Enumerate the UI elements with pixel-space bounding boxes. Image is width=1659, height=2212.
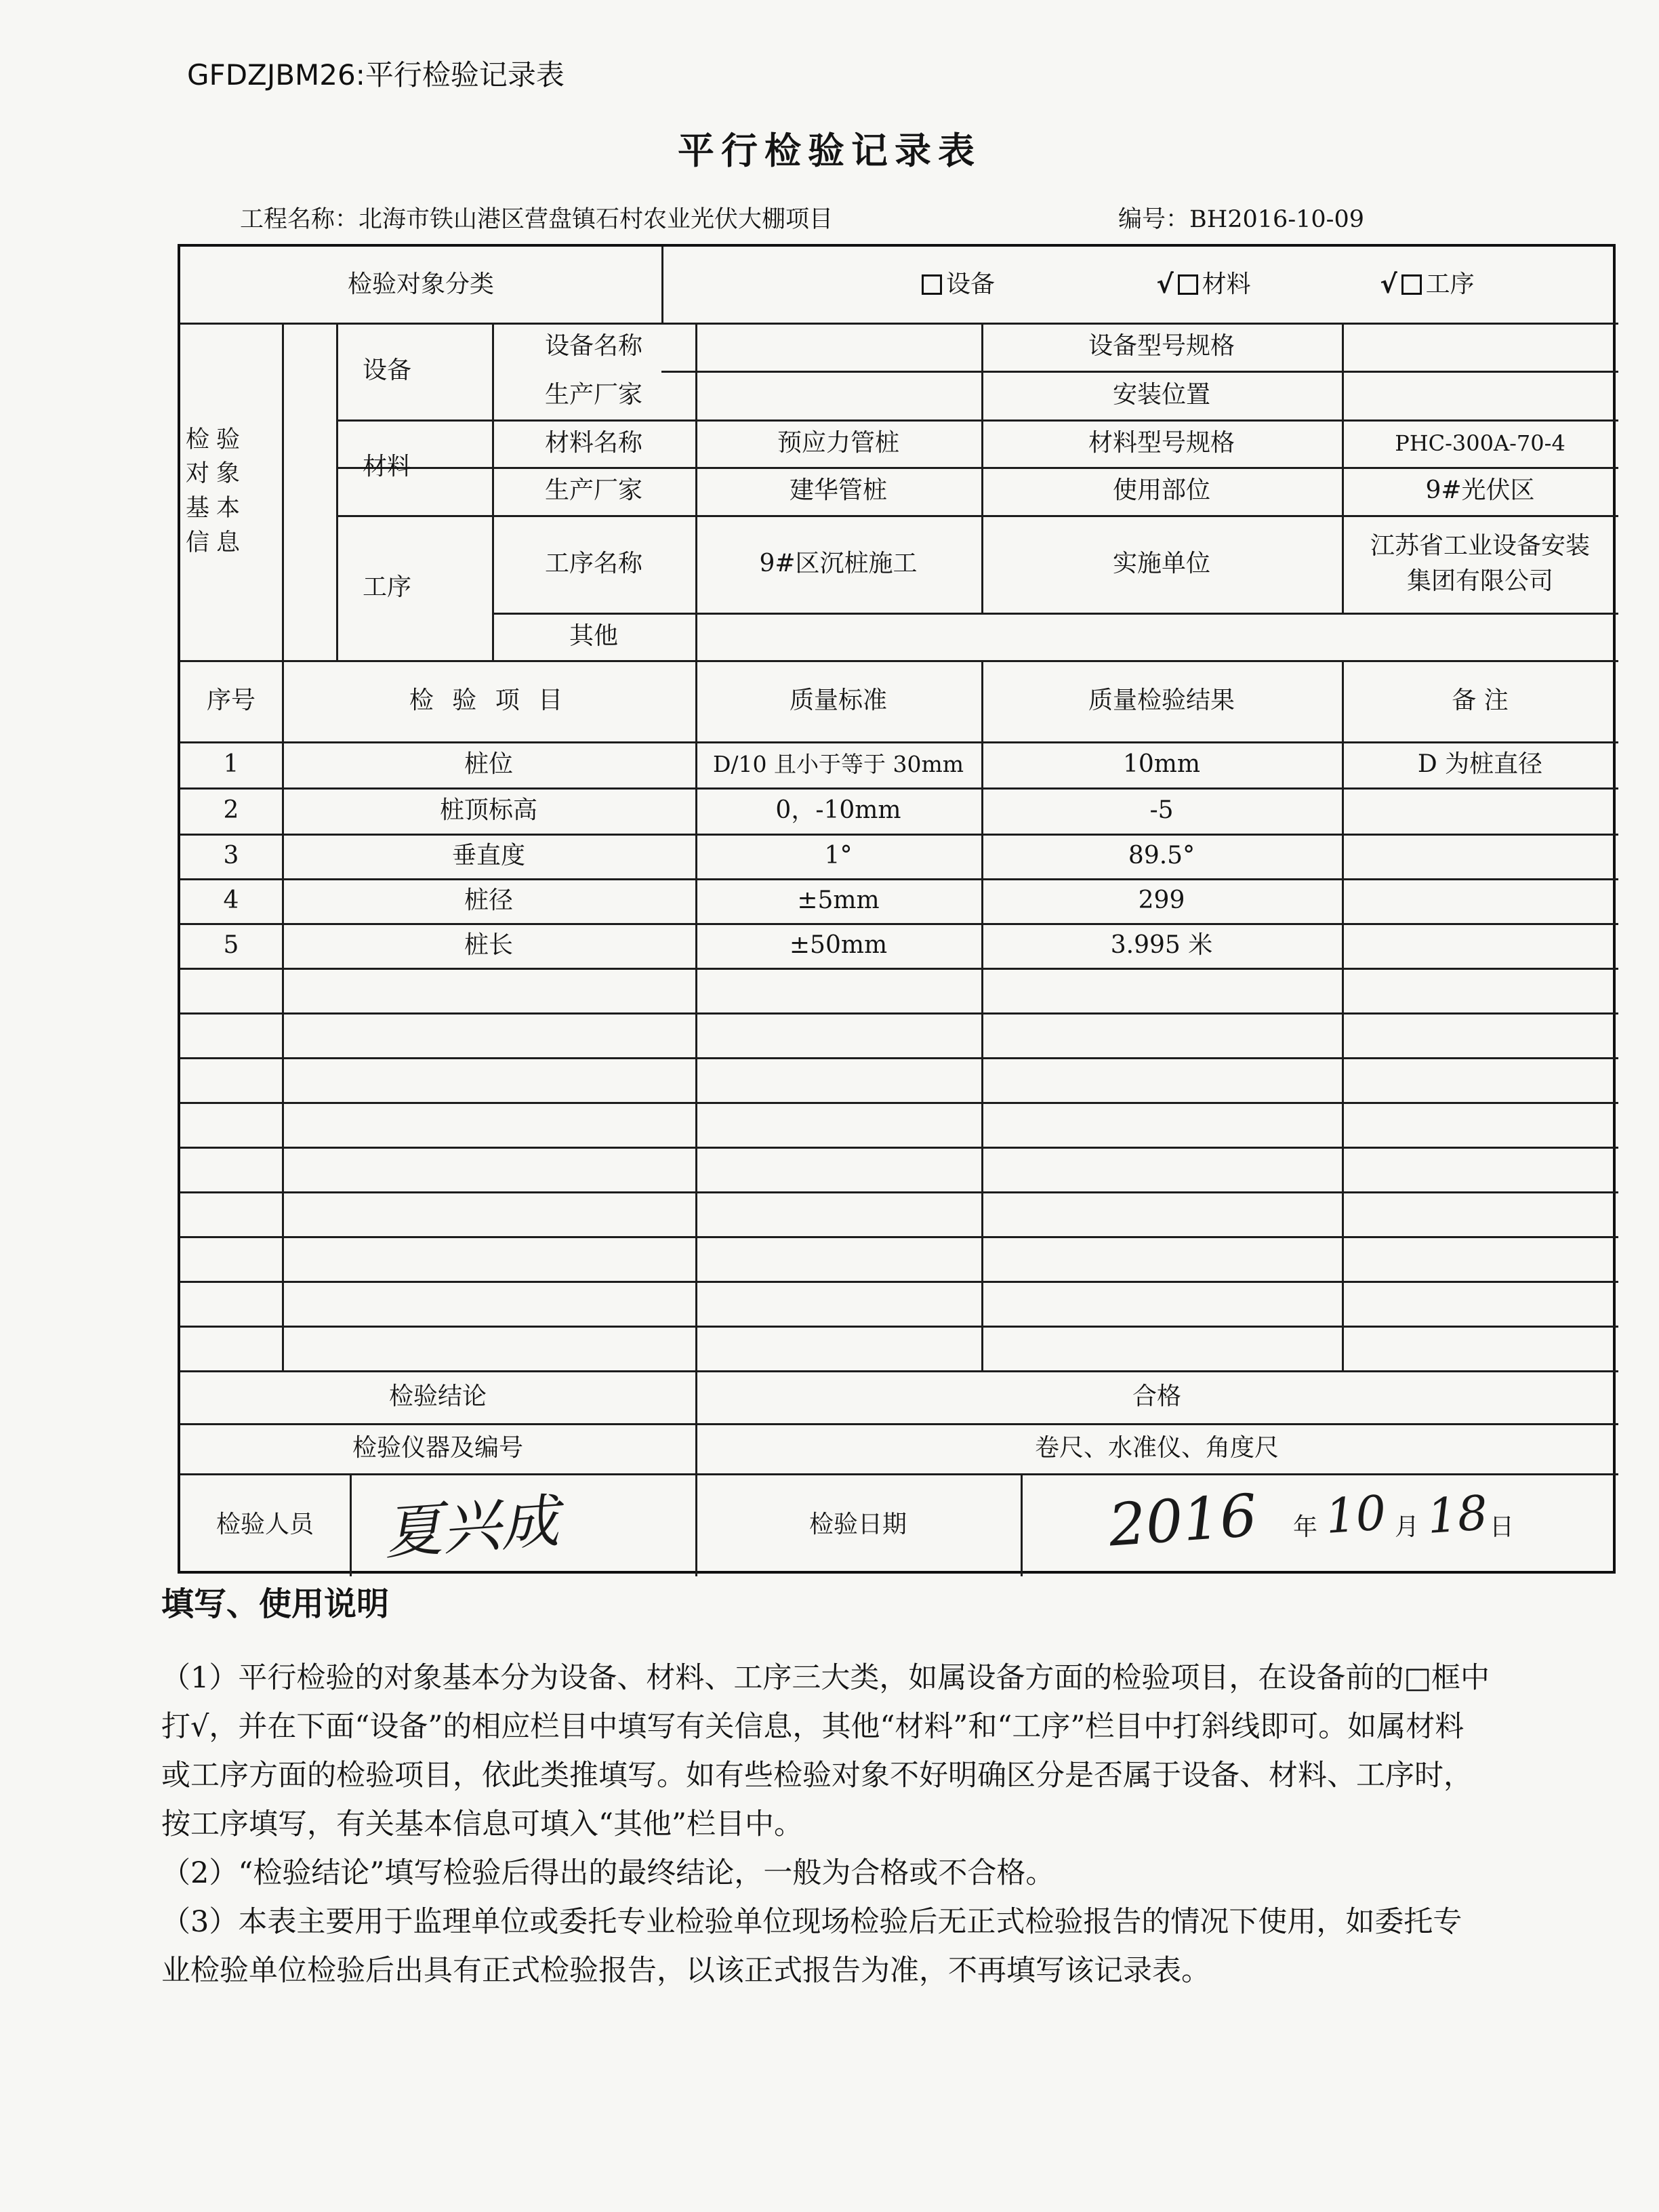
instrument-value[interactable]: 卷尺、水准仪、角度尺: [1034, 1433, 1279, 1462]
process-unit-value[interactable]: 江苏省工业设备安装集团有限公司: [1370, 531, 1590, 595]
row-1-item: 桩位: [464, 750, 513, 778]
row-1-no: 1: [223, 750, 239, 778]
header-result: 质量检验结果: [1088, 686, 1235, 714]
row-3-remark: [1342, 834, 1618, 878]
row-5-result: 3.995 米: [1110, 930, 1213, 959]
conclusion-label: 检验结论: [388, 1382, 487, 1410]
material-maker-label: 生产厂家: [544, 476, 642, 505]
equipment-model-value[interactable]: [1342, 323, 1618, 371]
row-5-remark: [1342, 923, 1618, 968]
material-label: 材料: [362, 453, 411, 481]
other-label: 其他: [569, 621, 618, 650]
other-value[interactable]: [695, 613, 1618, 660]
row-2-result: -5: [1149, 796, 1174, 824]
header-remark: 备 注: [1452, 686, 1509, 714]
row-3-result: 89.5°: [1128, 841, 1195, 869]
row-3-no: 3: [223, 841, 239, 869]
equipment-maker-label: 生产厂家: [544, 380, 642, 409]
row-2-item: 桩顶标高: [439, 796, 537, 824]
date-day-unit: 日: [1489, 1513, 1514, 1541]
process-name-value[interactable]: 9#区沉桩施工: [759, 549, 918, 577]
material-name-value[interactable]: 预应力管桩: [777, 428, 899, 457]
row-2-no: 2: [223, 796, 239, 824]
material-model-value[interactable]: PHC-300A-70-4: [1395, 430, 1565, 456]
project-name: 工程名称：北海市铁山港区营盘镇石村农业光伏大棚项目: [240, 206, 834, 233]
row-5-no: 5: [223, 930, 239, 959]
instruction-paragraph-3: （3）本表主要用于监理单位或委托专业检验单位现场检验后无正式检验报告的情况下使用，如委托专业检验单位检验后出具有正式检验报告，以该正式报告为准，不再填写该记录表。: [161, 1905, 1462, 1988]
document-number: 编号：BH2016-10-09: [1118, 206, 1365, 233]
instrument-label: 检验仪器及编号: [352, 1433, 523, 1462]
material-option-label: 材料: [1202, 270, 1251, 298]
material-maker-value[interactable]: 建华管桩: [789, 476, 887, 505]
row-1-remark: D 为桩直径: [1417, 750, 1543, 778]
material-check-mark: √: [1156, 269, 1174, 300]
process-option-label: 工序: [1425, 270, 1475, 298]
instructions-title: 填写、使用说明: [161, 1585, 390, 1623]
basic-info-label: 检验对象基本信息: [186, 426, 247, 556]
date-month-handwritten: 10: [1324, 1484, 1388, 1545]
equipment-label: 设备: [362, 356, 411, 385]
material-model-label: 材料型号规格: [1088, 428, 1235, 457]
document-code: GFDZJBM26:平行检验记录表: [187, 58, 565, 91]
equipment-model-label: 设备型号规格: [1088, 332, 1235, 361]
inspection-form: [178, 244, 1616, 1574]
equipment-name-value[interactable]: [695, 323, 981, 371]
conclusion-value[interactable]: 合格: [1132, 1382, 1181, 1410]
date-month-unit: 月: [1394, 1513, 1419, 1541]
equipment-maker-value[interactable]: [695, 371, 981, 419]
date-day-handwritten: 18: [1425, 1484, 1490, 1545]
material-use-label: 使用部位: [1112, 476, 1210, 505]
process-unit-label: 实施单位: [1112, 549, 1210, 577]
header-item: 检 验 项 目: [409, 686, 569, 714]
checkbox-icon: [1178, 274, 1198, 295]
row-5-standard: ±50mm: [789, 930, 888, 959]
row-3-standard: 1°: [824, 841, 853, 869]
category-label: 检验对象分类: [347, 270, 494, 298]
checkbox-icon: [1401, 274, 1422, 295]
category-option-process[interactable]: [1326, 247, 1529, 323]
row-4-result: 299: [1138, 886, 1185, 914]
date-year-unit: 年: [1292, 1513, 1317, 1541]
date-label: 检验日期: [808, 1510, 907, 1538]
process-check-mark: √: [1380, 269, 1397, 300]
row-2-remark: [1342, 787, 1618, 834]
row-4-standard: ±5mm: [797, 886, 880, 914]
row-4-remark: [1342, 878, 1618, 923]
material-use-value[interactable]: 9#光伏区: [1425, 476, 1535, 505]
instruction-paragraph-2: （2）“检验结论”填写检验后得出的最终结论，一般为合格或不合格。: [161, 1856, 1055, 1890]
process-name-label: 工序名称: [544, 549, 642, 577]
row-5-item: 桩长: [464, 930, 513, 959]
category-option-material[interactable]: [1109, 247, 1298, 323]
equipment-location-label: 安装位置: [1112, 380, 1210, 409]
inspector-signature: 夏兴成: [382, 1488, 561, 1568]
row-3-item: 垂直度: [451, 841, 525, 869]
row-2-standard: 0，-10mm: [775, 796, 901, 824]
row-1-standard: D/10 且小于等于 30mm: [712, 751, 964, 778]
process-label: 工序: [362, 573, 411, 601]
row-1-result: 10mm: [1122, 750, 1201, 778]
instruction-paragraph-1: （1）平行检验的对象基本分为设备、材料、工序三大类，如属设备方面的检验项目，在设备前的□框中打√，并在下面“设备”的相应栏目中填写有关信息，其他“材料”和“工序”栏目中打斜线即可。如属材料或工序方面的检验项目，依此类推填写。如有些检验对象不好明确区分是否属于设备、材料、工序时，按工序填写，有关基本信息可填入“其他”栏目中。: [161, 1661, 1490, 1841]
inspector-label: 检验人员: [216, 1510, 314, 1538]
checkbox-icon: [922, 274, 942, 295]
instructions-body: [161, 1654, 1490, 1995]
row-4-item: 桩径: [464, 886, 513, 914]
category-option-equipment[interactable]: [878, 247, 1034, 323]
material-name-label: 材料名称: [544, 428, 642, 457]
date-year-handwritten: 2016: [1106, 1481, 1260, 1560]
equipment-name-label: 设备名称: [544, 332, 642, 361]
header-no: 序号: [206, 686, 255, 714]
document-title: 平行检验记录表: [678, 129, 981, 172]
row-4-no: 4: [223, 886, 239, 914]
header-standard: 质量标准: [789, 686, 887, 714]
equipment-option-label: 设备: [945, 270, 995, 298]
equipment-location-value[interactable]: [1342, 371, 1618, 419]
